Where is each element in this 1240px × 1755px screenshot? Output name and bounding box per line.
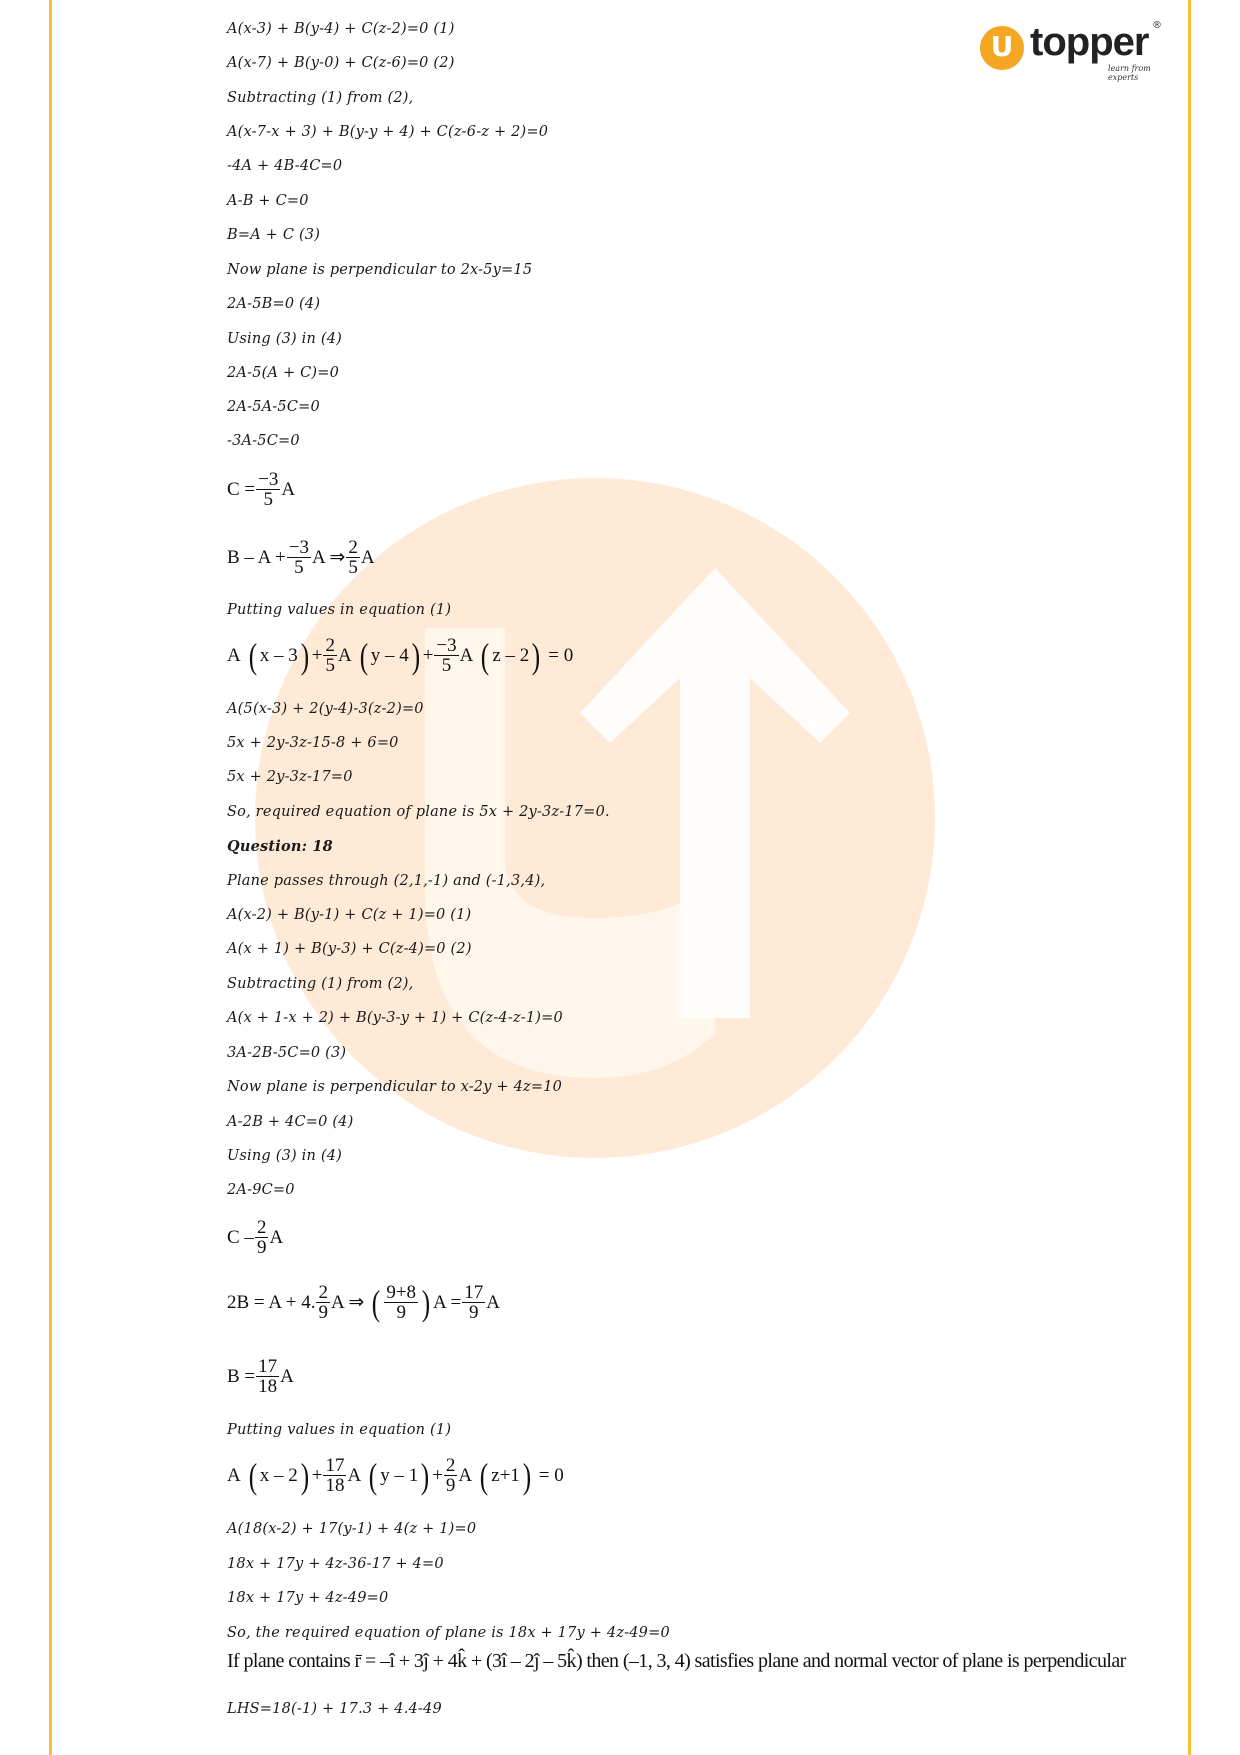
equation-line: -3A-5C=0 xyxy=(227,433,300,449)
equation-line: 5x + 2y-3z-15-8 + 6=0 xyxy=(227,735,399,751)
math-2b-equals: 2B = A + 4. $\frac{2}{9}$ A ⇒ ( $\frac{9+8}{9}$ ) A = $\frac{17}{9}$ A xyxy=(227,1282,500,1323)
equation-line: 2A-5(A + C)=0 xyxy=(227,365,340,381)
conclusion-line: So, the required equation of plane is 18x + 17y + 4z-49=0 xyxy=(227,1625,670,1641)
equation-line: 3A-2B-5C=0 (3) xyxy=(227,1045,347,1061)
equation-line: A(18(x-2) + 17(y-1) + 4(z + 1)=0 xyxy=(227,1521,477,1537)
right-page-border xyxy=(1188,0,1191,1755)
equation-line: B=A + C (3) xyxy=(227,227,321,243)
equation-line: A(x-7) + B(y-0) + C(z-6)=0 (2) xyxy=(227,55,455,71)
registered-mark: ® xyxy=(1152,20,1162,31)
equation-line: A-B + C=0 xyxy=(227,193,309,209)
equation-line: 2A-5A-5C=0 xyxy=(227,399,320,415)
text-line: Subtracting (1) from (2), xyxy=(227,976,414,992)
text-line: Now plane is perpendicular to x-2y + 4z=10 xyxy=(227,1079,563,1095)
left-page-border xyxy=(49,0,52,1755)
math-b-value: B = $\frac{17}{18}$ A xyxy=(227,1356,294,1397)
text-line: Using (3) in (4) xyxy=(227,1148,343,1164)
equation-line: 18x + 17y + 4z-36-17 + 4=0 xyxy=(227,1556,444,1572)
equation-line: -4A + 4B-4C=0 xyxy=(227,158,343,174)
equation-line: 5x + 2y-3z-17=0 xyxy=(227,769,353,785)
equation-line: A(x-2) + B(y-1) + C(z + 1)=0 (1) xyxy=(227,907,472,923)
text-line: Putting values in equation (1) xyxy=(227,1422,452,1438)
vector-condition-line: If plane contains r̄ = –î + 3ĵ + 4k̂ + (3î – 2ĵ – 5k̂) then (–1, 3, 4) satisfies plane and normal vector of plane is perpendicular xyxy=(227,1650,1126,1672)
logo-u-icon: U xyxy=(980,26,1024,70)
equation-line: 18x + 17y + 4z-49=0 xyxy=(227,1590,389,1606)
equation-line: A(x-7-x + 3) + B(y-y + 4) + C(z-6-z + 2)=0 xyxy=(227,124,549,140)
equation-line: A(x-3) + B(y-4) + C(z-2)=0 (1) xyxy=(227,21,455,37)
math-c-equals: C = $\frac{-3}{5}$ A xyxy=(227,469,296,510)
text-line: Subtracting (1) from (2), xyxy=(227,90,414,106)
equation-line: A(x + 1) + B(y-3) + C(z-4)=0 (2) xyxy=(227,941,472,957)
conclusion-line: So, required equation of plane is 5x + 2y-3z-17=0. xyxy=(227,804,610,820)
logo-wordmark: topper xyxy=(1030,20,1149,64)
equation-line: 2A-9C=0 xyxy=(227,1182,295,1198)
math-b-equals: B – A + $\frac{-3}{5}$ A ⇒ $\frac{2}{5}$ A xyxy=(227,537,375,578)
equation-line: A-2B + 4C=0 (4) xyxy=(227,1114,354,1130)
text-line: Now plane is perpendicular to 2x-5y=15 xyxy=(227,262,533,278)
math-c-value: C – $\frac{2}{9}$ A xyxy=(227,1217,284,1258)
equation-line: A(x + 1-x + 2) + B(y-3-y + 1) + C(z-4-z-1)=0 xyxy=(227,1010,563,1026)
equation-line: LHS=18(-1) + 17.3 + 4.4-49 xyxy=(227,1701,442,1717)
text-line: Using (3) in (4) xyxy=(227,331,343,347)
logo-tagline: learn from experts xyxy=(1108,64,1151,82)
text-line: Putting values in equation (1) xyxy=(227,602,452,618)
math-substituted-equation: A ( x – 3 ) + $\frac{2}{5}$ A ( y – 4 ) + $\frac{-3}{5}$ A ( z – 2 ) = 0 xyxy=(227,635,574,676)
topper-logo xyxy=(980,18,1166,80)
equation-line: A(5(x-3) + 2(y-4)-3(z-2)=0 xyxy=(227,701,424,717)
question-heading: Question: 18 xyxy=(227,838,333,855)
text-line: Plane passes through (2,1,-1) and (-1,3,4), xyxy=(227,873,546,889)
math-substituted-equation-2: A ( x – 2 ) + $\frac{17}{18}$ A ( y – 1 ) + $\frac{2}{9}$ A ( z+1 ) = 0 xyxy=(227,1455,564,1496)
equation-line: 2A-5B=0 (4) xyxy=(227,296,321,312)
